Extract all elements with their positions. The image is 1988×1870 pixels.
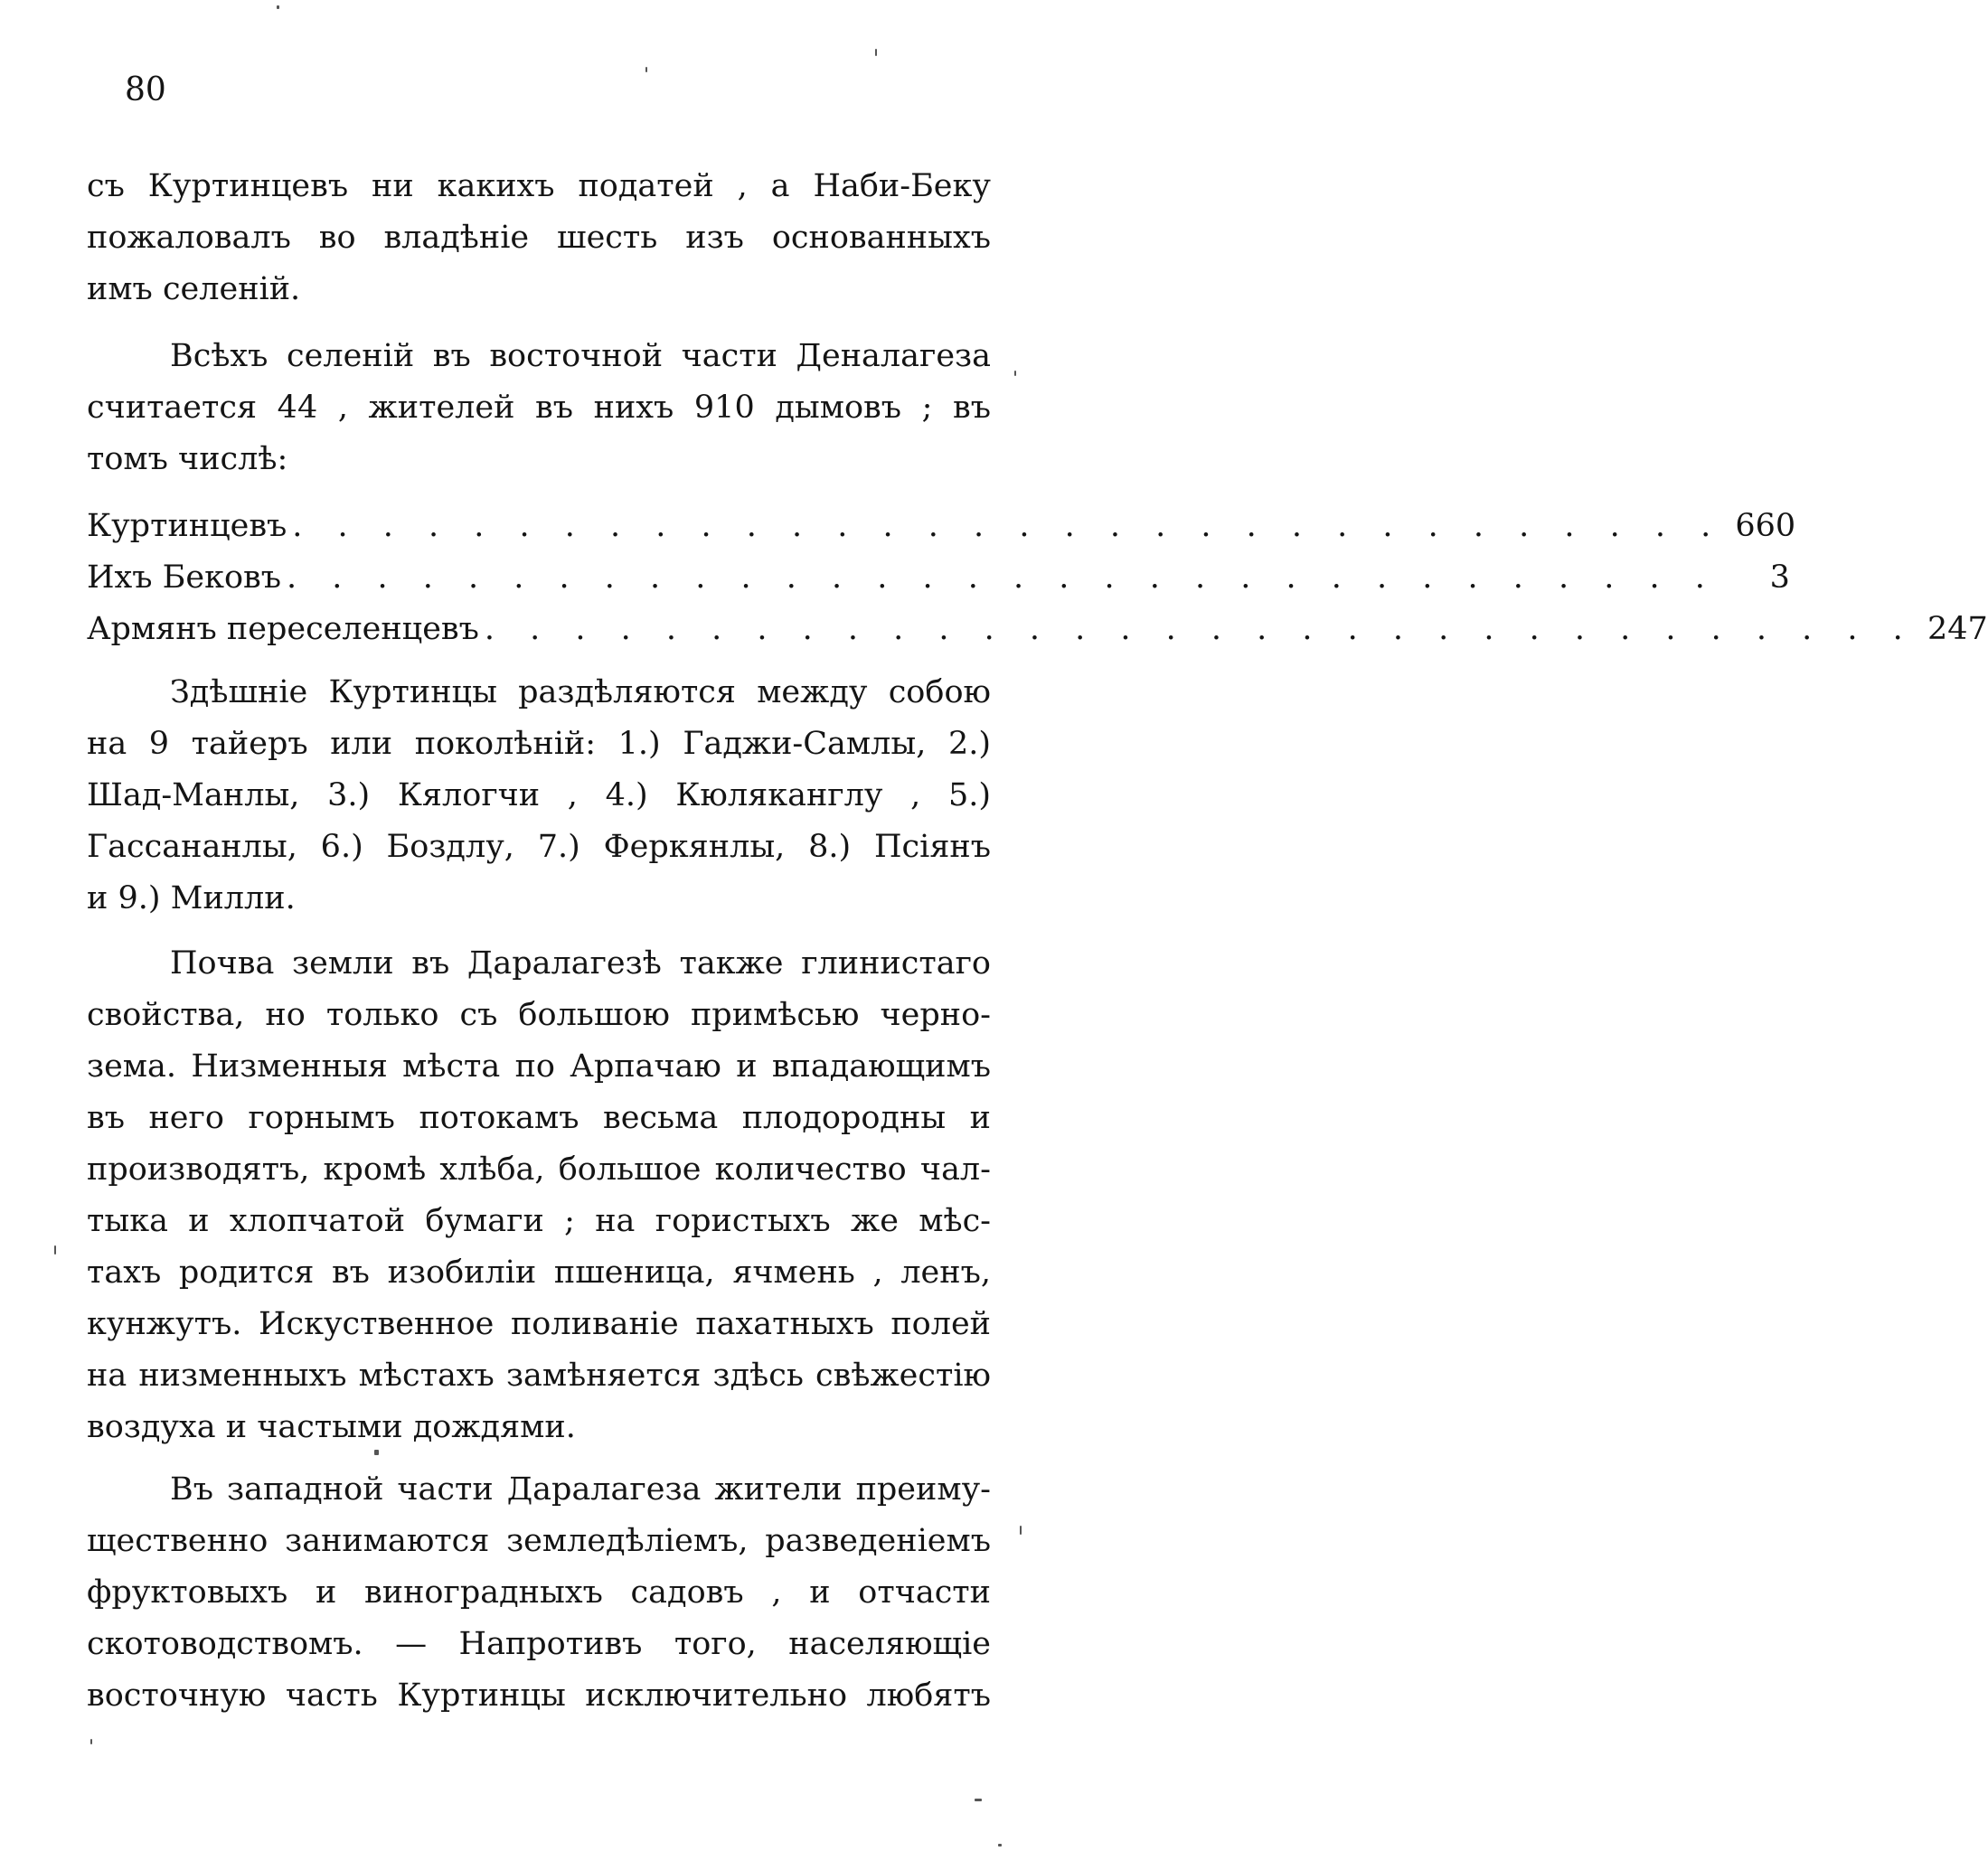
scan-speck xyxy=(54,1245,56,1254)
text-line: имъ селеній. xyxy=(87,271,301,307)
text-line: кунжутъ. Искуственное поливаніе пахатныхъ полей xyxy=(87,1306,991,1342)
tally-row xyxy=(87,501,1796,552)
paragraph-2 xyxy=(87,331,991,485)
tally-value: 3 xyxy=(1769,559,1790,596)
text-line: Почва земли въ Даралагезѣ также глинистаго xyxy=(170,945,991,982)
text-line: щественно занимаются земледѣліемъ, разведеніемъ xyxy=(87,1523,991,1559)
scan-speck xyxy=(1020,1526,1022,1535)
text-line: производятъ, кромѣ хлѣба, большое количество чал- xyxy=(87,1151,991,1188)
text-line: въ него горнымъ потокамъ весьма плодородны и xyxy=(87,1100,991,1136)
text-line: Здѣшніе Куртинцы раздѣляются между собою xyxy=(170,674,991,710)
scan-speck xyxy=(374,1450,379,1455)
tally-label: Армянъ переселенцевъ xyxy=(87,611,479,647)
tally-row xyxy=(87,552,1790,604)
text-line: томъ числѣ: xyxy=(87,441,288,477)
text-line: пожаловалъ во владѣніе шесть изъ основанныхъ xyxy=(87,220,991,256)
text-line: свойства, но только съ большою примѣсью черно- xyxy=(87,997,991,1033)
dot-leader: . . . . . . . . . . . . . . . . . . . . . . . . . . . . . . . . xyxy=(292,508,1724,544)
scan-speck xyxy=(1014,371,1016,376)
text-line: восточную часть Куртинцы исключительно любятъ xyxy=(87,1677,991,1714)
text-line: считается 44 , жителей въ нихъ 910 дымовъ ; въ xyxy=(87,390,991,426)
text-line: тыка и хлопчатой бумаги ; на гористыхъ же мѣс- xyxy=(87,1203,991,1239)
dot-leader: . . . . . . . . . . . . . . . . . . . . . . . . . . . . . . . . xyxy=(287,559,1718,596)
text-line: скотоводствомъ. — Напротивъ того, населяющіе xyxy=(87,1626,991,1662)
text-line: Всѣхъ селеній въ восточной части Деналагеза xyxy=(170,338,991,374)
tally-label: Куртинцевъ xyxy=(87,508,287,544)
paragraph-5 xyxy=(87,1464,991,1722)
text-line: Гассананлы, 6.) Боздлу, 7.) Феркянлы, 8.) Псіянъ xyxy=(87,829,991,865)
text-line: на низменныхъ мѣстахъ замѣняется здѣсь свѣжестію xyxy=(87,1358,991,1394)
text-line: зема. Низменныя мѣста по Арпачаю и впадающимъ xyxy=(87,1048,991,1085)
paragraph-3 xyxy=(87,667,991,925)
scan-speck xyxy=(277,5,279,9)
scan-speck xyxy=(90,1739,92,1744)
text-line: Въ западной части Даралагеза жители преиму- xyxy=(170,1471,991,1508)
text-line: Шад-Манлы, 3.) Кялогчи , 4.) Кюляканглу , 5.) xyxy=(87,777,991,813)
tally-label: Ихъ Бековъ xyxy=(87,559,282,596)
paragraph-4 xyxy=(87,938,991,1453)
dot-leader: . . . . . . . . . . . . . . . . . . . . . . . . . . . . . . . . xyxy=(484,611,1916,647)
paragraph-1 xyxy=(87,161,991,315)
scan-speck xyxy=(998,1844,1002,1847)
text-line: воздуха и частыми дождями. xyxy=(87,1409,576,1445)
tally-row xyxy=(87,604,1988,655)
page-number: 80 xyxy=(125,71,166,108)
scan-speck xyxy=(975,1799,982,1801)
scan-speck xyxy=(875,49,877,56)
text-line: на 9 тайеръ или поколѣній: 1.) Гаджи-Самлы, 2.) xyxy=(87,726,991,762)
text-line: фруктовыхъ и виноградныхъ садовъ , и отчасти xyxy=(87,1574,991,1611)
tally-value: 247 xyxy=(1927,611,1988,647)
scan-speck xyxy=(645,67,647,72)
tally-value: 660 xyxy=(1735,508,1796,544)
text-line: съ Куртинцевъ ни какихъ податей , а Наби-Беку xyxy=(87,168,991,204)
population-tally xyxy=(87,501,1988,655)
text-line: тахъ родится въ изобиліи пшеница, ячмень , ленъ, xyxy=(87,1254,991,1291)
text-line: и 9.) Милли. xyxy=(87,880,296,916)
